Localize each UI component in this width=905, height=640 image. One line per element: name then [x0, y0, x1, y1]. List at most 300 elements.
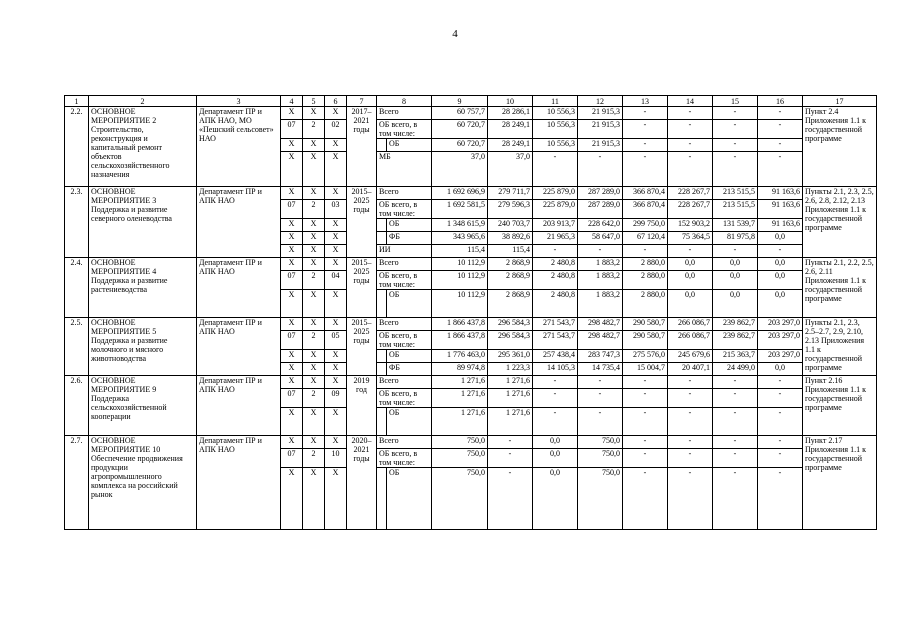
code-cell: Х: [303, 318, 325, 331]
value-cell: 131 539,7: [713, 219, 758, 232]
value-cell: 15 004,7: [623, 363, 668, 376]
code-cell: Х: [325, 107, 347, 120]
value-cell: 21 965,3: [533, 232, 578, 245]
value-cell: 1 271,6: [488, 389, 533, 408]
value-cell: 203 297,0: [758, 318, 803, 331]
code-cell: 09: [325, 389, 347, 408]
section-number: 2.2.: [65, 107, 89, 187]
code-cell: Х: [281, 363, 303, 376]
value-cell: 343 965,6: [432, 232, 488, 245]
value-cell: 0,0: [533, 436, 578, 449]
source-cell: ОБ всего, в том числе:: [377, 271, 432, 290]
code-cell: 2: [303, 120, 325, 139]
source-cell: Всего: [377, 258, 432, 271]
value-cell: 38 892,6: [488, 232, 533, 245]
value-cell: -: [668, 152, 713, 187]
value-cell: -: [578, 376, 623, 389]
program-table: [64, 95, 877, 530]
header-cell: 11: [533, 96, 578, 107]
table-row: [65, 107, 877, 120]
value-cell: -: [623, 408, 668, 436]
section-note: Пункт 2.17 Приложения 1.1 к государственной программе: [803, 436, 877, 530]
source-indent: [377, 232, 387, 245]
source-indent: [377, 139, 387, 152]
code-cell: 07: [281, 200, 303, 219]
source-indent: [377, 219, 387, 232]
value-cell: -: [713, 245, 758, 258]
code-cell: Х: [281, 139, 303, 152]
value-cell: 14 735,4: [578, 363, 623, 376]
value-cell: 239 862,7: [713, 318, 758, 331]
value-cell: 1 223,3: [488, 363, 533, 376]
value-cell: -: [713, 408, 758, 436]
value-cell: -: [668, 436, 713, 449]
value-cell: -: [668, 376, 713, 389]
code-cell: Х: [281, 258, 303, 271]
code-cell: Х: [325, 258, 347, 271]
section-number: 2.4.: [65, 258, 89, 318]
code-cell: Х: [303, 245, 325, 258]
code-cell: Х: [303, 408, 325, 436]
value-cell: 60 720,7: [432, 120, 488, 139]
source-cell: ФБ: [387, 363, 432, 376]
code-cell: Х: [281, 350, 303, 363]
code-cell: Х: [325, 468, 347, 530]
section-number: 2.7.: [65, 436, 89, 530]
period-cell: 2015–2025 годы: [347, 258, 377, 318]
header-cell: 6: [325, 96, 347, 107]
source-cell: Всего: [377, 376, 432, 389]
source-cell: ОБ: [387, 290, 432, 318]
value-cell: -: [758, 139, 803, 152]
value-cell: -: [578, 389, 623, 408]
value-cell: 10 556,3: [533, 139, 578, 152]
value-cell: 20 407,1: [668, 363, 713, 376]
period-cell: 2015–2025 годы: [347, 318, 377, 376]
value-cell: 750,0: [432, 468, 488, 530]
value-cell: 0,0: [533, 468, 578, 530]
value-cell: -: [713, 389, 758, 408]
source-indent: [377, 408, 387, 436]
section-name: ОСНОВНОЕ МЕРОПРИЯТИЕ 5 Поддержка и развитие молочного и мясного животноводства: [89, 318, 197, 376]
value-cell: -: [758, 468, 803, 530]
value-cell: 0,0: [668, 290, 713, 318]
value-cell: 91 163,6: [758, 200, 803, 219]
value-cell: -: [713, 436, 758, 449]
value-cell: -: [623, 245, 668, 258]
value-cell: 0,0: [758, 363, 803, 376]
value-cell: -: [758, 107, 803, 120]
value-cell: 10 556,3: [533, 107, 578, 120]
value-cell: 1 776 463,0: [432, 350, 488, 363]
section-name: ОСНОВНОЕ МЕРОПРИЯТИЕ 3 Поддержка и развитие северного оленеводства: [89, 187, 197, 258]
source-cell: Всего: [377, 436, 432, 449]
value-cell: 203 913,7: [533, 219, 578, 232]
source-indent: [377, 350, 387, 363]
code-cell: Х: [325, 232, 347, 245]
value-cell: -: [623, 107, 668, 120]
value-cell: 239 862,7: [713, 331, 758, 350]
value-cell: 0,0: [668, 271, 713, 290]
value-cell: 115,4: [488, 245, 533, 258]
value-cell: 298 482,7: [578, 318, 623, 331]
code-cell: Х: [281, 290, 303, 318]
value-cell: 58 647,0: [578, 232, 623, 245]
value-cell: 1 883,2: [578, 258, 623, 271]
code-cell: Х: [303, 376, 325, 389]
value-cell: -: [623, 449, 668, 468]
value-cell: 2 880,0: [623, 258, 668, 271]
header-cell: 13: [623, 96, 668, 107]
section-name: ОСНОВНОЕ МЕРОПРИЯТИЕ 9 Поддержка сельскохозяйственной кооперации: [89, 376, 197, 436]
code-cell: 10: [325, 449, 347, 468]
header-cell: 12: [578, 96, 623, 107]
value-cell: -: [758, 408, 803, 436]
value-cell: -: [533, 245, 578, 258]
source-cell: ИИ: [377, 245, 432, 258]
value-cell: 203 297,0: [758, 331, 803, 350]
value-cell: 91 163,6: [758, 187, 803, 200]
section-department: Департамент ПР и АПК НАО: [197, 436, 281, 530]
section-name: ОСНОВНОЕ МЕРОПРИЯТИЕ 10 Обеспечение продвижения продукции агропромышленного комплекса на российский рынок: [89, 436, 197, 530]
table-row: [65, 187, 877, 200]
code-cell: 2: [303, 331, 325, 350]
value-cell: 750,0: [578, 449, 623, 468]
code-cell: 2: [303, 200, 325, 219]
section-number: 2.5.: [65, 318, 89, 376]
value-cell: 0,0: [533, 449, 578, 468]
value-cell: 10 556,3: [533, 120, 578, 139]
value-cell: 295 361,0: [488, 350, 533, 363]
code-cell: Х: [303, 363, 325, 376]
value-cell: -: [578, 245, 623, 258]
value-cell: 21 915,3: [578, 139, 623, 152]
value-cell: -: [488, 468, 533, 530]
value-cell: 1 692 696,9: [432, 187, 488, 200]
code-cell: Х: [325, 290, 347, 318]
value-cell: 225 879,0: [533, 187, 578, 200]
value-cell: -: [578, 408, 623, 436]
value-cell: 1 271,6: [432, 408, 488, 436]
value-cell: 115,4: [432, 245, 488, 258]
value-cell: 2 868,9: [488, 271, 533, 290]
section-department: Департамент ПР и АПК НАО: [197, 258, 281, 318]
value-cell: -: [623, 436, 668, 449]
code-cell: Х: [281, 318, 303, 331]
value-cell: 37,0: [432, 152, 488, 187]
value-cell: -: [758, 449, 803, 468]
value-cell: 2 480,8: [533, 258, 578, 271]
period-cell: 2017–2021 годы: [347, 107, 377, 187]
source-cell: ОБ всего, в том числе:: [377, 389, 432, 408]
value-cell: 228 267,7: [668, 187, 713, 200]
code-cell: 02: [325, 120, 347, 139]
code-cell: Х: [325, 363, 347, 376]
value-cell: 299 750,0: [623, 219, 668, 232]
source-cell: ОБ: [387, 468, 432, 530]
value-cell: 75 364,5: [668, 232, 713, 245]
code-cell: Х: [303, 107, 325, 120]
value-cell: 203 297,0: [758, 350, 803, 363]
code-cell: 03: [325, 200, 347, 219]
value-cell: 271 543,7: [533, 331, 578, 350]
value-cell: 0,0: [758, 290, 803, 318]
value-cell: 283 747,3: [578, 350, 623, 363]
section-number: 2.6.: [65, 376, 89, 436]
value-cell: 28 249,1: [488, 139, 533, 152]
value-cell: 28 249,1: [488, 120, 533, 139]
code-cell: Х: [281, 436, 303, 449]
value-cell: -: [668, 107, 713, 120]
period-cell: 2015–2025 годы: [347, 187, 377, 258]
code-cell: Х: [325, 350, 347, 363]
code-cell: 07: [281, 331, 303, 350]
value-cell: -: [668, 389, 713, 408]
source-indent: [377, 468, 387, 530]
code-cell: Х: [303, 290, 325, 318]
value-cell: 266 086,7: [668, 331, 713, 350]
source-cell: ОБ всего, в том числе:: [377, 331, 432, 350]
value-cell: 290 580,7: [623, 318, 668, 331]
value-cell: 0,0: [713, 258, 758, 271]
source-cell: Всего: [377, 107, 432, 120]
value-cell: -: [668, 245, 713, 258]
code-cell: Х: [281, 245, 303, 258]
value-cell: 1 271,6: [432, 376, 488, 389]
value-cell: 14 105,3: [533, 363, 578, 376]
value-cell: 1 271,6: [432, 389, 488, 408]
value-cell: 1 866 437,8: [432, 318, 488, 331]
value-cell: 279 711,7: [488, 187, 533, 200]
header-cell: 17: [803, 96, 877, 107]
value-cell: 750,0: [578, 436, 623, 449]
code-cell: Х: [325, 436, 347, 449]
code-cell: 2: [303, 389, 325, 408]
header-cell: 1: [65, 96, 89, 107]
value-cell: -: [668, 408, 713, 436]
value-cell: -: [758, 152, 803, 187]
source-cell: МБ: [377, 152, 432, 187]
section-note: Пункты 2.1, 2.3, 2.5–2.7, 2.9, 2.10, 2.13 Приложения 1.1 к государственной программе: [803, 318, 877, 376]
value-cell: -: [578, 152, 623, 187]
value-cell: -: [623, 389, 668, 408]
header-cell: 16: [758, 96, 803, 107]
value-cell: 290 580,7: [623, 331, 668, 350]
code-cell: Х: [303, 152, 325, 187]
source-cell: ОБ: [387, 219, 432, 232]
value-cell: 89 974,8: [432, 363, 488, 376]
code-cell: Х: [325, 318, 347, 331]
value-cell: 225 879,0: [533, 200, 578, 219]
value-cell: -: [533, 408, 578, 436]
source-cell: Всего: [377, 318, 432, 331]
value-cell: -: [668, 468, 713, 530]
value-cell: 152 903,2: [668, 219, 713, 232]
code-cell: Х: [303, 258, 325, 271]
value-cell: 2 868,9: [488, 258, 533, 271]
header-cell: 3: [197, 96, 281, 107]
period-cell: 2019 год: [347, 376, 377, 436]
section-note: Пункт 2.4 Приложения 1.1 к государственной программе: [803, 107, 877, 187]
code-cell: Х: [303, 350, 325, 363]
value-cell: 366 870,4: [623, 200, 668, 219]
value-cell: 296 584,3: [488, 331, 533, 350]
code-cell: 04: [325, 271, 347, 290]
code-cell: Х: [281, 232, 303, 245]
code-cell: 05: [325, 331, 347, 350]
value-cell: -: [758, 245, 803, 258]
header-cell: 4: [281, 96, 303, 107]
value-cell: 1 271,6: [488, 408, 533, 436]
code-cell: Х: [303, 139, 325, 152]
value-cell: 240 703,7: [488, 219, 533, 232]
source-cell: ФБ: [387, 232, 432, 245]
section-note: Пункты 2.1, 2.3, 2.5, 2.6, 2.8, 2.12, 2.13 Приложения 1.1 к государственной программе: [803, 187, 877, 258]
value-cell: 296 584,3: [488, 318, 533, 331]
code-cell: Х: [281, 107, 303, 120]
value-cell: -: [533, 152, 578, 187]
value-cell: -: [623, 120, 668, 139]
value-cell: 1 883,2: [578, 271, 623, 290]
value-cell: 213 515,5: [713, 200, 758, 219]
section-department: Департамент ПР и АПК НАО: [197, 318, 281, 376]
code-cell: Х: [325, 245, 347, 258]
source-cell: ОБ всего, в том числе:: [377, 449, 432, 468]
code-cell: Х: [281, 468, 303, 530]
value-cell: 0,0: [713, 290, 758, 318]
value-cell: 287 289,0: [578, 187, 623, 200]
code-cell: 07: [281, 120, 303, 139]
value-cell: 228 642,0: [578, 219, 623, 232]
value-cell: 81 975,8: [713, 232, 758, 245]
value-cell: 750,0: [432, 449, 488, 468]
code-cell: Х: [325, 187, 347, 200]
value-cell: 0,0: [758, 258, 803, 271]
value-cell: -: [713, 468, 758, 530]
value-cell: 228 267,7: [668, 200, 713, 219]
code-cell: 07: [281, 271, 303, 290]
source-cell: ОБ всего, в том числе:: [377, 200, 432, 219]
code-cell: Х: [303, 187, 325, 200]
source-cell: ОБ: [387, 139, 432, 152]
section-department: Департамент ПР и АПК НАО, МО «Пешский сельсовет» НАО: [197, 107, 281, 187]
table-row: [65, 376, 877, 389]
section-name: ОСНОВНОЕ МЕРОПРИЯТИЕ 2 Строительство, реконструкция и капитальный ремонт объектов сельскохозяйственного назначения: [89, 107, 197, 187]
value-cell: -: [488, 449, 533, 468]
value-cell: -: [668, 139, 713, 152]
value-cell: 0,0: [758, 271, 803, 290]
source-cell: Всего: [377, 187, 432, 200]
section-number: 2.3.: [65, 187, 89, 258]
header-row: [65, 96, 877, 107]
value-cell: 2 868,9: [488, 290, 533, 318]
code-cell: Х: [303, 468, 325, 530]
value-cell: -: [623, 376, 668, 389]
value-cell: -: [758, 389, 803, 408]
value-cell: -: [758, 436, 803, 449]
code-cell: 07: [281, 449, 303, 468]
value-cell: 2 480,8: [533, 271, 578, 290]
value-cell: 21 915,3: [578, 107, 623, 120]
table-row: [65, 258, 877, 271]
header-cell: 5: [303, 96, 325, 107]
table-row: [65, 318, 877, 331]
code-cell: Х: [325, 408, 347, 436]
source-cell: ОБ: [387, 350, 432, 363]
value-cell: 1 866 437,8: [432, 331, 488, 350]
source-indent: [377, 290, 387, 318]
value-cell: 67 120,4: [623, 232, 668, 245]
value-cell: 366 870,4: [623, 187, 668, 200]
value-cell: 91 163,6: [758, 219, 803, 232]
code-cell: Х: [303, 436, 325, 449]
header-cell: 7: [347, 96, 377, 107]
value-cell: 0,0: [668, 258, 713, 271]
page-number: 4: [452, 28, 458, 40]
value-cell: -: [533, 376, 578, 389]
section-note: Пункты 2.1, 2.2, 2.5, 2.6, 2.11 Приложения 1.1 к государственной программе: [803, 258, 877, 318]
code-cell: Х: [325, 152, 347, 187]
value-cell: 37,0: [488, 152, 533, 187]
code-cell: Х: [303, 232, 325, 245]
source-cell: ОБ всего, в том числе:: [377, 120, 432, 139]
value-cell: 271 543,7: [533, 318, 578, 331]
section-department: Департамент ПР и АПК НАО: [197, 187, 281, 258]
value-cell: 279 596,3: [488, 200, 533, 219]
value-cell: 750,0: [578, 468, 623, 530]
value-cell: 266 086,7: [668, 318, 713, 331]
value-cell: -: [713, 120, 758, 139]
code-cell: Х: [325, 219, 347, 232]
value-cell: -: [758, 376, 803, 389]
value-cell: 2 880,0: [623, 271, 668, 290]
value-cell: -: [488, 436, 533, 449]
header-cell: 8: [377, 96, 432, 107]
value-cell: 0,0: [713, 271, 758, 290]
value-cell: -: [623, 152, 668, 187]
value-cell: 215 363,7: [713, 350, 758, 363]
value-cell: -: [713, 449, 758, 468]
value-cell: 2 480,8: [533, 290, 578, 318]
code-cell: Х: [303, 219, 325, 232]
section-note: Пункт 2.16 Приложения 1.1 к государственной программе: [803, 376, 877, 436]
value-cell: -: [713, 139, 758, 152]
value-cell: 213 515,5: [713, 187, 758, 200]
code-cell: Х: [281, 152, 303, 187]
code-cell: Х: [281, 376, 303, 389]
value-cell: -: [533, 389, 578, 408]
section-department: Департамент ПР и АПК НАО: [197, 376, 281, 436]
value-cell: 60 720,7: [432, 139, 488, 152]
value-cell: 0,0: [758, 232, 803, 245]
source-indent: [377, 363, 387, 376]
code-cell: Х: [325, 376, 347, 389]
value-cell: 1 883,2: [578, 290, 623, 318]
value-cell: 275 576,0: [623, 350, 668, 363]
value-cell: 1 271,6: [488, 376, 533, 389]
code-cell: Х: [281, 187, 303, 200]
value-cell: 1 348 615,9: [432, 219, 488, 232]
header-cell: 14: [668, 96, 713, 107]
header-cell: 10: [488, 96, 533, 107]
value-cell: 10 112,9: [432, 258, 488, 271]
value-cell: 287 289,0: [578, 200, 623, 219]
value-cell: 10 112,9: [432, 271, 488, 290]
period-cell: 2020–2021 годы: [347, 436, 377, 530]
header-cell: 9: [432, 96, 488, 107]
source-cell: ОБ: [387, 408, 432, 436]
value-cell: 24 499,0: [713, 363, 758, 376]
